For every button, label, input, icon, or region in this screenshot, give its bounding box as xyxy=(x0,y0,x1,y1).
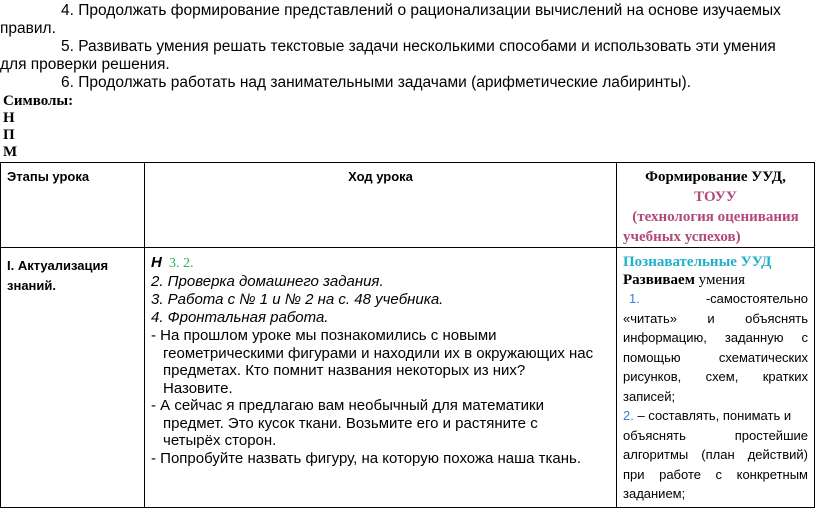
develop-line xyxy=(623,271,808,289)
skill2-line4-word: при xyxy=(623,466,645,482)
objective-4-line2: правил. xyxy=(0,20,56,37)
table-header-row xyxy=(1,163,815,248)
progress-item-2: 2. Проверка домашнего задания. xyxy=(151,273,384,290)
table-row xyxy=(1,248,815,508)
text1-line2: геометрическими фигурами и находили их в окружающих нас xyxy=(163,344,594,362)
skill1-line5-word: рисунков, xyxy=(623,369,682,384)
skill2-line4-word: конкретным xyxy=(736,466,808,482)
objective-5 xyxy=(0,38,816,74)
skill1-line4 xyxy=(623,348,808,368)
skill2-line4-word: с xyxy=(715,466,723,482)
text1-line1: - На прошлом уроке мы познакомились с новыми xyxy=(151,327,497,344)
stage-line1: I. Актуализация xyxy=(7,258,109,273)
progress-item-4: 4. Фронтальная работа. xyxy=(151,309,329,326)
text1-line3: предметах. Кто помнит названия некоторых из них? xyxy=(163,362,526,379)
skill2-line3 xyxy=(623,445,808,465)
symbols-heading: Символы: xyxy=(3,93,74,109)
lesson-table xyxy=(0,162,815,508)
objective-6-line1: 6. Продолжать работать над занимательными задачами (арифметические лабиринты). xyxy=(61,74,691,91)
skill2-line4-word: работе xyxy=(659,466,701,482)
skill1-line2-word: «читать» xyxy=(623,310,677,326)
objective-6 xyxy=(0,74,816,92)
skill1-number: 1. xyxy=(629,291,640,306)
header-uud-line2: ТОУУ xyxy=(694,189,737,205)
text3-line1: - Попробуйте назвать фигуру, на которую похожа наша ткань. xyxy=(151,449,582,467)
skill2-number: 2. xyxy=(623,408,634,423)
skill2-line5: заданием; xyxy=(623,486,686,501)
progress-head-line xyxy=(151,254,616,273)
skill1-line4-word: схематических xyxy=(718,349,808,365)
header-uud xyxy=(617,163,815,248)
skill1-line1-rest: -самостоятельно xyxy=(705,291,808,306)
header-uud-line3: (технология оценивания xyxy=(632,209,799,225)
skill2-line2-word: простейшие xyxy=(734,427,808,443)
skill1-line4-word: помощью xyxy=(623,349,681,365)
progress-symbol: Н xyxy=(151,254,162,271)
skill1-line3-word: информацию, xyxy=(623,330,707,345)
skill2-line4 xyxy=(623,465,808,485)
skill2-line1 xyxy=(623,406,808,426)
stage-cell xyxy=(1,248,145,508)
text2-line2: предмет. Это кусок ткани. Возьмите его и растяните с xyxy=(163,414,538,432)
skill1-line3-word: заданную xyxy=(724,330,784,345)
uud-cell xyxy=(617,248,815,508)
symbol-m: М xyxy=(3,144,18,160)
text2-line3: четырёх сторон. xyxy=(163,432,277,449)
header-stages xyxy=(1,163,145,248)
skill2-line2 xyxy=(623,426,808,446)
skill1-line5-word: схем, xyxy=(705,369,739,384)
skill1-line2-word: объяснять xyxy=(745,310,808,326)
skill2-line3-word: алгоритмы xyxy=(623,447,689,462)
text2-line1: - А сейчас я предлагаю вам необычный для математики xyxy=(151,397,544,414)
header-progress-label: Ход урока xyxy=(348,169,413,184)
skill2-line2-word: объяснять xyxy=(623,427,686,443)
header-uud-line4: учебных успехов) xyxy=(623,229,741,245)
header-uud-line1: Формирование УУД, xyxy=(645,169,786,185)
header-progress xyxy=(145,163,617,248)
objective-5-line1: 5. Развивать умения решать текстовые задачи несколькими способами и использовать эти умения xyxy=(61,38,776,55)
uud-title: Познавательные УУД xyxy=(623,254,772,270)
skill1-line3 xyxy=(623,328,808,348)
objective-4 xyxy=(0,2,816,38)
skill1-line5-word: кратких xyxy=(762,369,808,384)
stage-line2: знаний. xyxy=(7,278,56,293)
skill2-line1-rest: – составлять, понимать и xyxy=(633,408,792,423)
header-stages-label: Этапы урока xyxy=(7,169,90,184)
objective-5-line2: для проверки решения. xyxy=(0,56,170,73)
skill2-line3-word: (план xyxy=(701,447,735,462)
symbol-p: П xyxy=(3,127,15,143)
skill1-line3-word: с xyxy=(801,330,808,345)
skill1-line2 xyxy=(623,309,808,329)
develop-bold: Развиваем xyxy=(623,272,695,288)
objective-4-line1: 4. Продолжать формирование представлений о рационализации вычислений на основе изучаемых xyxy=(61,2,781,19)
develop-rest: умения xyxy=(694,272,746,288)
progress-item-3: 3. Работа с № 1 и № 2 на с. 48 учебника. xyxy=(151,291,444,308)
skill2-line3-word: действий) xyxy=(747,447,808,462)
progress-cell xyxy=(145,248,617,508)
skill1-line5 xyxy=(623,367,808,387)
skill1-line6: записей; xyxy=(623,388,676,404)
skill1-line1 xyxy=(623,289,808,309)
progress-number: 3. 2. xyxy=(169,256,194,271)
symbol-n: Н xyxy=(3,110,15,126)
text1-line4: Назовите. xyxy=(163,379,233,397)
skill1-line2-word: и xyxy=(707,310,715,326)
